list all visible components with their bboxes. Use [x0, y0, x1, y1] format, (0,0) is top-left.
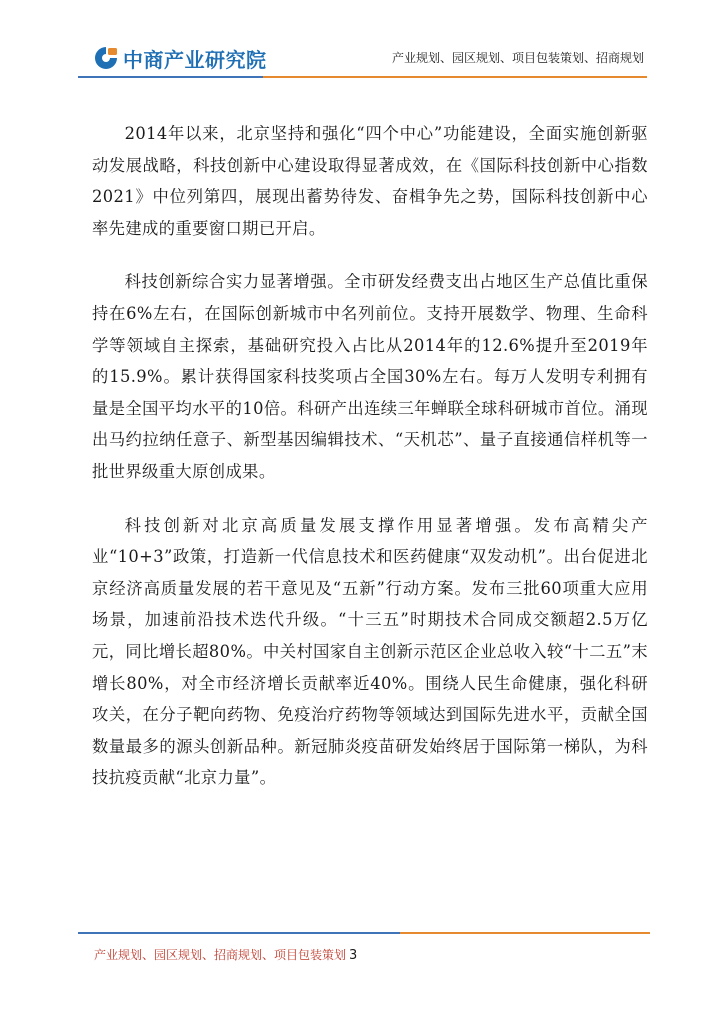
- footer-rule-blue: [78, 932, 400, 934]
- document-body: [92, 118, 648, 816]
- header-tagline: 产业规划、园区规划、项目包装策划、招商规划: [391, 51, 644, 65]
- company-logo: [93, 43, 267, 73]
- company-logo-icon: [93, 45, 119, 71]
- header-rule-blue: [78, 76, 263, 78]
- footer-rule-orange: [400, 932, 650, 934]
- paragraph: 科技创新对北京高质量发展支撑作用显著增强。发布高精尖产业“10+3”政策，打造新一代信息技术和医药健康“双发动机”。出台促进北京经济高质量发展的若干意见及“五新”行动方案。发布三批60项重大应用场景，加速前沿技术迭代升级。“十三五”时期技术合同成交额超2.5万亿元，同比增长超80%。中关村国家自主创新示范区企业总收入较“十二五”末增长80%，对全市经济增长贡献率近40%。围绕人民生命健康，强化科研攻关，在分子靶向药物、免疫治疗药物等领域达到国际先进水平，贡献全国数量最多的源头创新品种。新冠肺炎疫苗研发始终居于国际第一梯队，为科技抗疫贡献“北京力量”。: [92, 515, 648, 788]
- page-footer: [94, 946, 357, 963]
- header-rule-orange: [263, 76, 647, 78]
- page-header: [0, 0, 724, 80]
- footer-text: 产业规划、园区规划、招商规划、项目包装策划: [94, 948, 347, 962]
- paragraph: 科技创新综合实力显著增强。全市研发经费支出占地区生产总值比重保持在6%左右，在国际创新城市中名列前位。支持开展数学、物理、生命科学等领域自主探索，基础研究投入占比从2014年的12.6%提升至2019年的15.9%。累计获得国家科技奖项占全国30%左右。每万人发明专利拥有量是全国平均水平的10倍。科研产出连续三年蝉联全球科研城市首位。涌现出马约拉纳任意子、新型基因编辑技术、“天机芯”、量子直接通信样机等一批世界级重大原创成果。: [92, 272, 648, 481]
- paragraph: 2014年以来，北京坚持和强化“四个中心”功能建设，全面实施创新驱动发展战略，科技创新中心建设取得显著成效，在《国际科技创新中心指数2021》中位列第四，展现出蓄势待发、奋楫争先之势，国际科技创新中心率先建成的重要窗口期已开启。: [92, 124, 648, 238]
- page-number: 3: [349, 948, 358, 963]
- logo-text: 中商产业研究院: [123, 47, 267, 72]
